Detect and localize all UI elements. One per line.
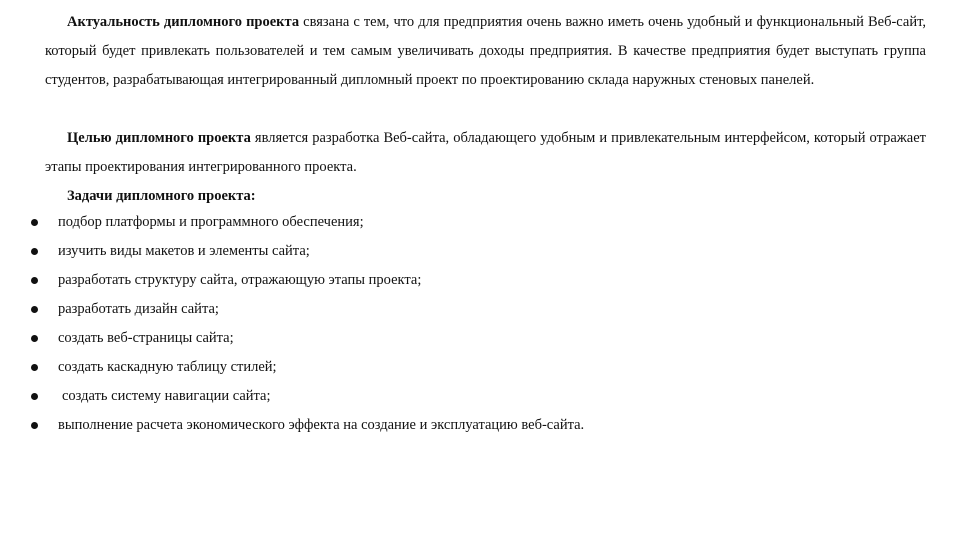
list-item-text: создать веб-страницы сайта; [58, 330, 234, 346]
list-item [0, 237, 900, 266]
bullet-icon [31, 364, 38, 371]
tasks-list [0, 208, 900, 440]
tasks-heading-text: Задачи дипломного проекта: [67, 188, 256, 204]
goal-lead: Целью дипломного проекта [67, 130, 251, 146]
list-item-text: создать систему навигации сайта; [62, 388, 271, 404]
relevance-text: связана с тем, что для предприятия очень важно иметь очень удобный и функциональный Веб-сайт, который будет привлекать пользователей и тем самым увеличивать доходы предприятия. В качестве предприятия будет выступать группа студентов, разрабатывающая интегрированный дипломный проект по проектированию склада наружных стеновых панелей. [45, 14, 926, 88]
relevance-paragraph [45, 8, 926, 95]
bullet-icon [31, 422, 38, 429]
list-item [0, 411, 900, 440]
list-item [0, 382, 900, 411]
list-item [0, 324, 900, 353]
bullet-icon [31, 393, 38, 400]
list-item [0, 208, 900, 237]
tasks-heading [45, 182, 926, 211]
list-item-text: создать каскадную таблицу стилей; [58, 359, 277, 375]
bullet-icon [31, 219, 38, 226]
list-item [0, 295, 900, 324]
list-item-text: изучить виды макетов и элементы сайта; [58, 243, 310, 259]
goal-paragraph [45, 124, 926, 182]
list-item-text: выполнение расчета экономического эффекта на создание и эксплуатацию веб-сайта. [58, 417, 585, 433]
list-item [0, 353, 900, 382]
list-item [0, 266, 900, 295]
list-item-text: разработать структуру сайта, отражающую этапы проекта; [58, 272, 422, 288]
list-item-text: подбор платформы и программного обеспечения; [58, 214, 364, 230]
relevance-lead: Актуальность дипломного проекта [67, 14, 300, 30]
list-item-text: разработать дизайн сайта; [58, 301, 219, 317]
bullet-icon [31, 335, 38, 342]
bullet-icon [31, 248, 38, 255]
bullet-icon [31, 306, 38, 313]
goal-text: является разработка Веб-сайта, обладающего удобным и привлекательным интерфейсом, который отражает этапы проектирования интегрированного проекта. [45, 130, 926, 175]
bullet-icon [31, 277, 38, 284]
